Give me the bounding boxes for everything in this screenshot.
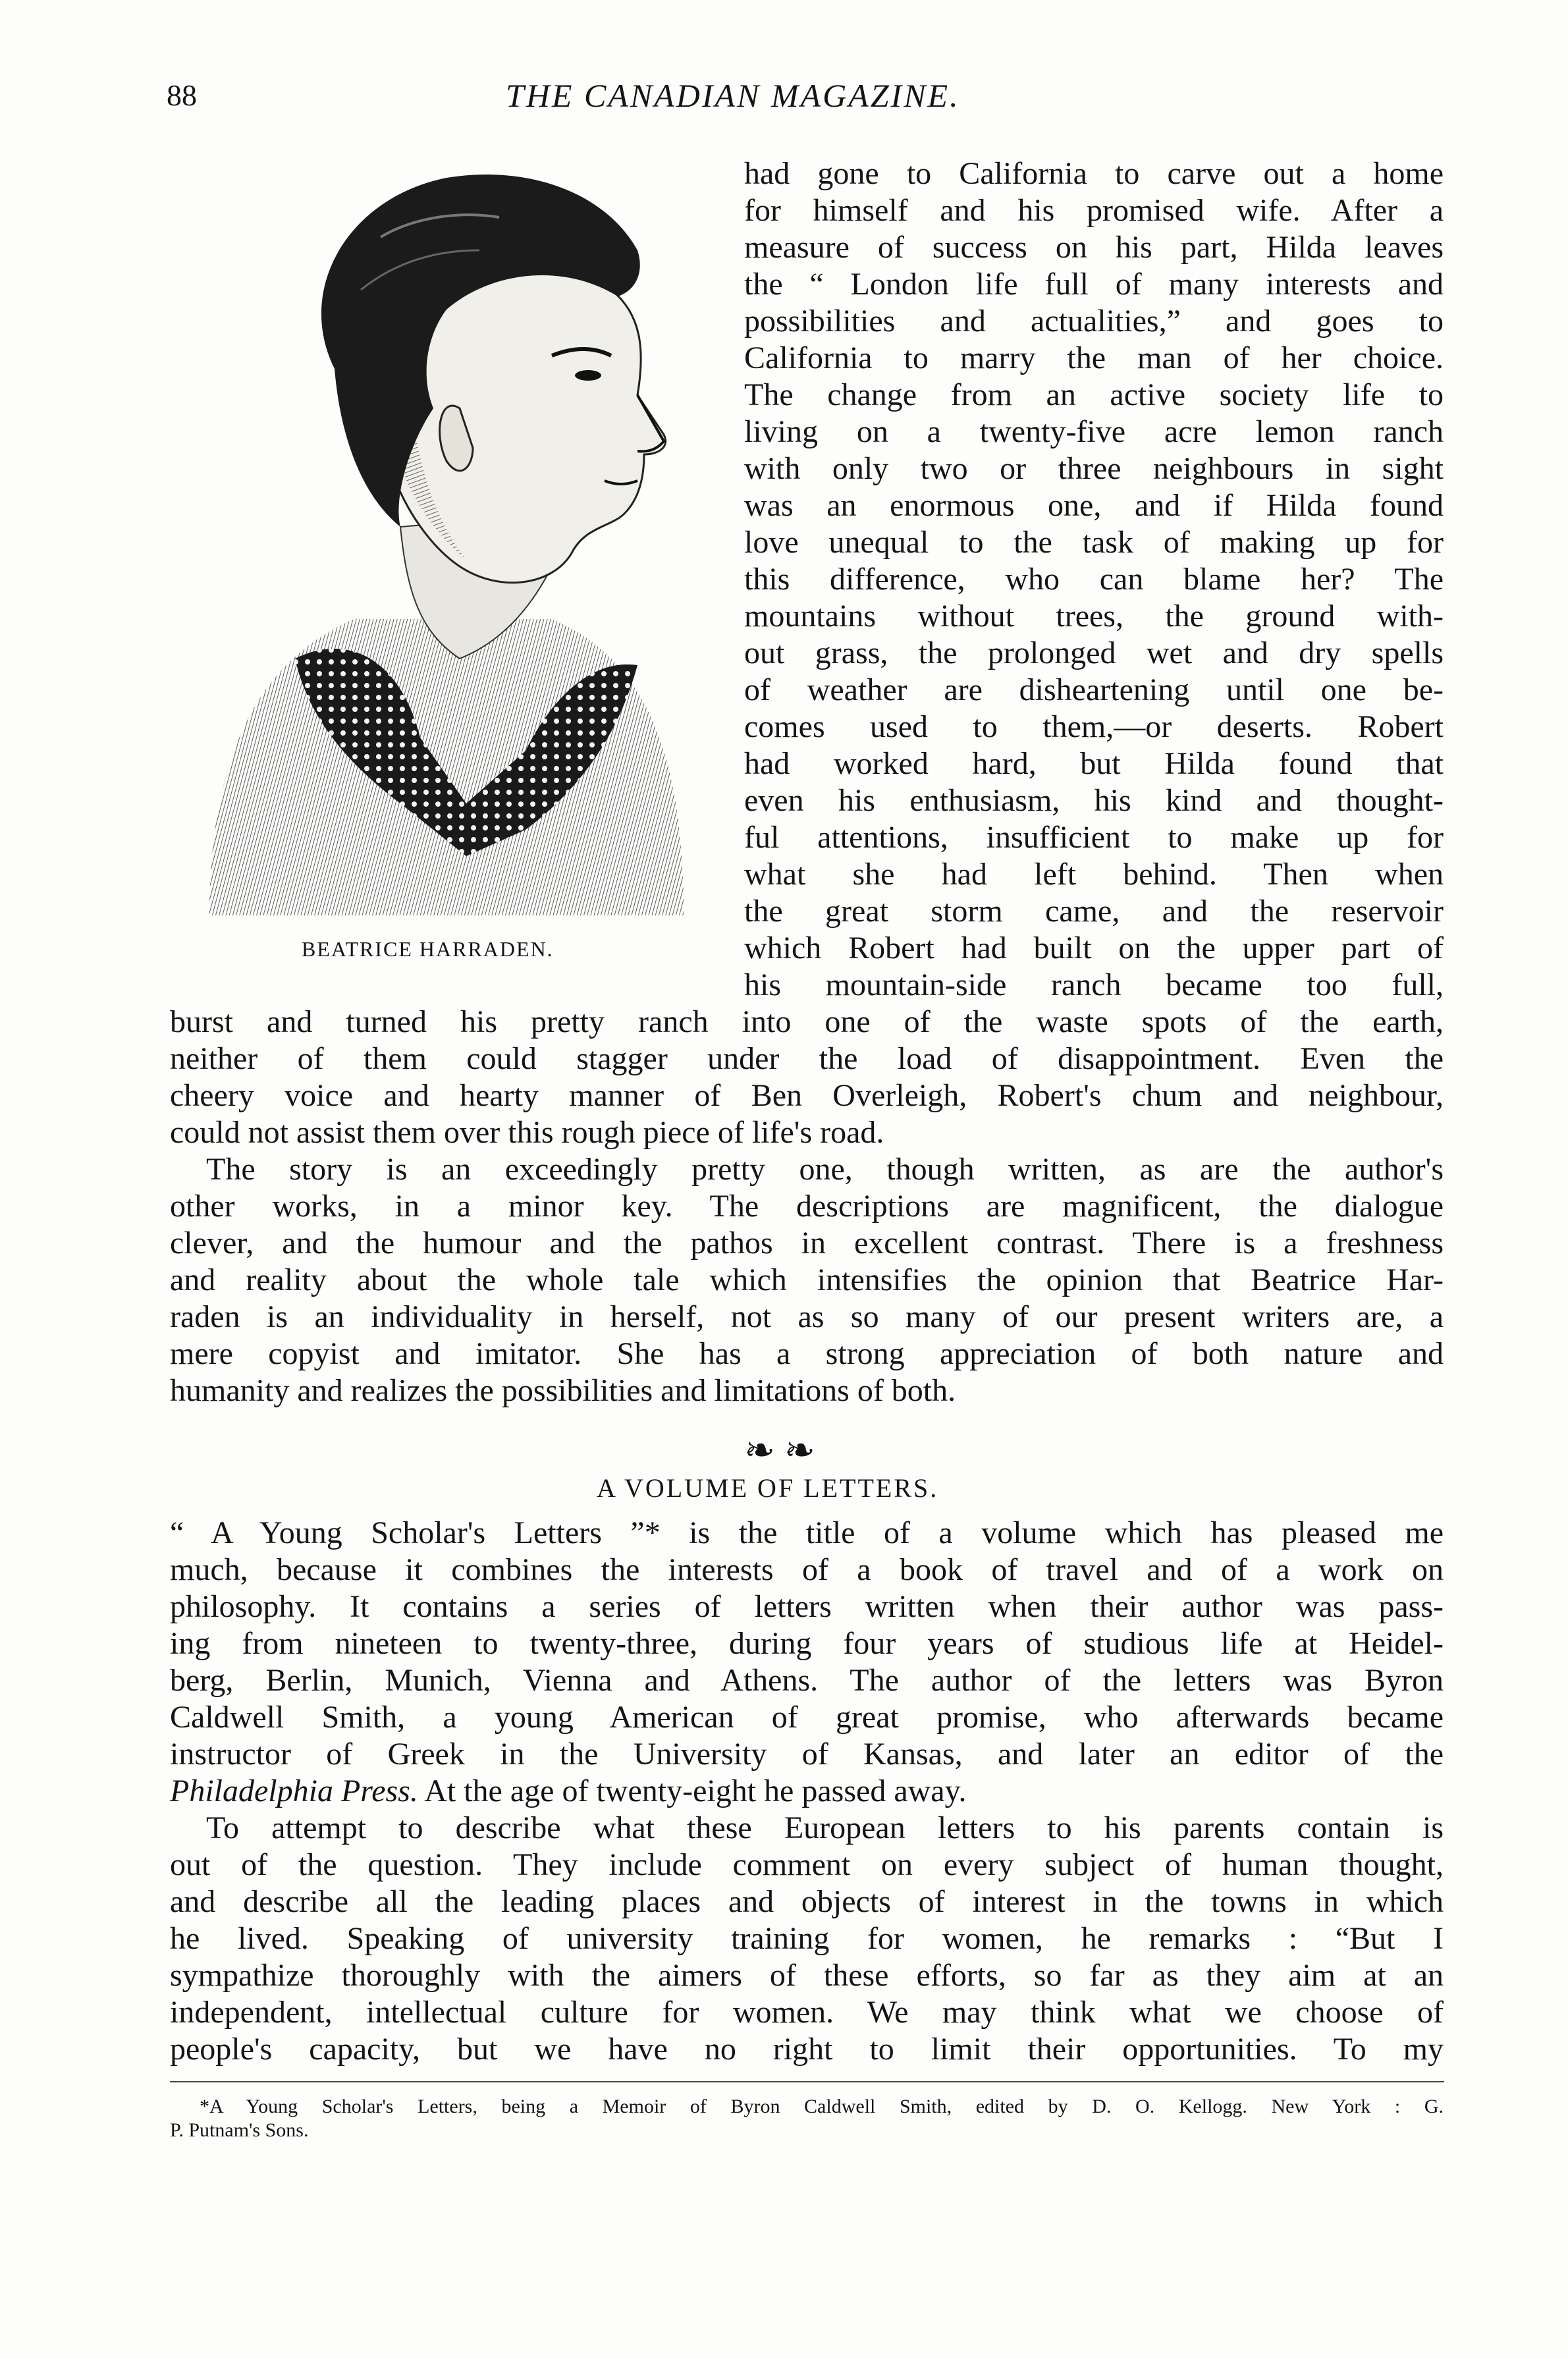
text-line: mountains without trees, the ground with- xyxy=(744,599,1444,634)
text-line: comes used to them,—or deserts. Robert xyxy=(744,709,1444,744)
text-line: which Robert had built on the upper part of xyxy=(744,931,1444,965)
text-line: measure of success on his part, Hilda leaves xyxy=(744,230,1444,265)
text-line: of weather are disheartening until one be- xyxy=(744,672,1444,707)
section-title: A VOLUME OF LETTERS. xyxy=(597,1473,939,1503)
text-line xyxy=(170,1773,966,1810)
text-line: had worked hard, but Hilda found that xyxy=(744,746,1444,781)
text-line: living on a twenty-five acre lemon ranch xyxy=(744,414,1444,449)
text-line: and reality about the whole tale which intensifies the opinion that Beatrice Har- xyxy=(170,1262,1444,1297)
text-line: out of the question. They include comment on every subject of human thought, xyxy=(170,1847,1444,1882)
text-line: philosophy. It contains a series of letters written when their author was pass- xyxy=(170,1589,1444,1624)
text-line: this difference, who can blame her? The xyxy=(744,562,1444,597)
text-line: the “ London life full of many interests and xyxy=(744,267,1444,302)
text-line: raden is an individuality in herself, not as so many of our present writers are, a xyxy=(170,1299,1444,1334)
text-line: mere copyist and imitator. She has a strong appreciation of both nature and xyxy=(170,1336,1444,1371)
text-line: The story is an exceedingly pretty one, though written, as are the author's xyxy=(206,1152,1444,1187)
text-line: Caldwell Smith, a young American of great promise, who afterwards became xyxy=(170,1700,1444,1735)
text-line: instructor of Greek in the University of Kansas, and later an editor of the xyxy=(170,1737,1444,1772)
publication-name: Philadelphia Press. xyxy=(170,1774,418,1808)
running-title: THE CANADIAN MAGAZINE. xyxy=(506,77,960,114)
text-line: possibilities and actualities,” and goes to xyxy=(744,304,1444,339)
text-line: neither of them could stagger under the load of disappointment. Even the xyxy=(170,1041,1444,1076)
text-line: ful attentions, insufficient to make up for xyxy=(744,820,1444,855)
text-line: ing from nineteen to twenty-three, during four years of studious life at Heidel- xyxy=(170,1626,1444,1661)
text-line: could not assist them over this rough piece of life's road. xyxy=(170,1115,884,1150)
text-line: humanity and realizes the possibilities and limitations of both. xyxy=(170,1373,956,1408)
text-line: was an enormous one, and if Hilda found xyxy=(744,488,1444,523)
footnote-line: *A Young Scholar's Letters, being a Memoir of Byron Caldwell Smith, edited by D. O. Kellogg. New York : G. xyxy=(200,2096,1444,2117)
text-line: what she had left behind. Then when xyxy=(744,857,1444,892)
text-line: with only two or three neighbours in sight xyxy=(744,451,1444,486)
text-fragment: At the age of twenty-eight he passed away. xyxy=(418,1774,967,1808)
text-line: cheery voice and hearty manner of Ben Overleigh, Robert's chum and neighbour, xyxy=(170,1078,1444,1113)
portrait-engraving xyxy=(183,158,697,922)
text-line: To attempt to describe what these European letters to his parents contain is xyxy=(206,1810,1444,1845)
text-line: sympathize thoroughly with the aimers of these efforts, so far as they aim at an xyxy=(170,1958,1444,1993)
text-line: clever, and the humour and the pathos in excellent contrast. There is a freshness xyxy=(170,1226,1444,1261)
text-line: California to marry the man of her choice. xyxy=(744,340,1444,375)
text-line: for himself and his promised wife. After a xyxy=(744,193,1444,228)
text-line: independent, intellectual culture for women. We may think what we choose of xyxy=(170,1995,1444,2030)
footnote-rule xyxy=(170,2081,1444,2082)
text-line: berg, Berlin, Munich, Vienna and Athens. The author of the letters was Byron xyxy=(170,1663,1444,1698)
text-line: he lived. Speaking of university training for women, he remarks : “But I xyxy=(170,1921,1444,1956)
text-line: people's capacity, but we have no right to limit their opportunities. To my xyxy=(170,2032,1444,2067)
page-number: 88 xyxy=(167,78,197,112)
text-line: his mountain-side ranch became too full, xyxy=(744,967,1444,1002)
text-line: had gone to California to carve out a home xyxy=(744,156,1444,191)
footnote-line: P. Putnam's Sons. xyxy=(170,2119,309,2141)
text-line: “ A Young Scholar's Letters ”* is the title of a volume which has pleased me xyxy=(170,1515,1444,1550)
text-line: burst and turned his pretty ranch into one of the waste spots of the earth, xyxy=(170,1004,1444,1039)
text-line: the great storm came, and the reservoir xyxy=(744,894,1444,929)
text-line: much, because it combines the interests of a book of travel and of a work on xyxy=(170,1552,1444,1587)
text-line: and describe all the leading places and objects of interest in the towns in which xyxy=(170,1884,1444,1919)
portrait-caption: BEATRICE HARRADEN. xyxy=(302,937,554,961)
text-line: love unequal to the task of making up for xyxy=(744,525,1444,560)
section-ornament: ❧ ❧ xyxy=(744,1430,815,1471)
text-line: other works, in a minor key. The descriptions are magnificent, the dialogue xyxy=(170,1189,1444,1224)
text-line: even his enthusiasm, his kind and thought- xyxy=(744,783,1444,818)
text-line: The change from an active society life to xyxy=(744,377,1444,412)
text-line: out grass, the prolonged wet and dry spells xyxy=(744,636,1444,670)
